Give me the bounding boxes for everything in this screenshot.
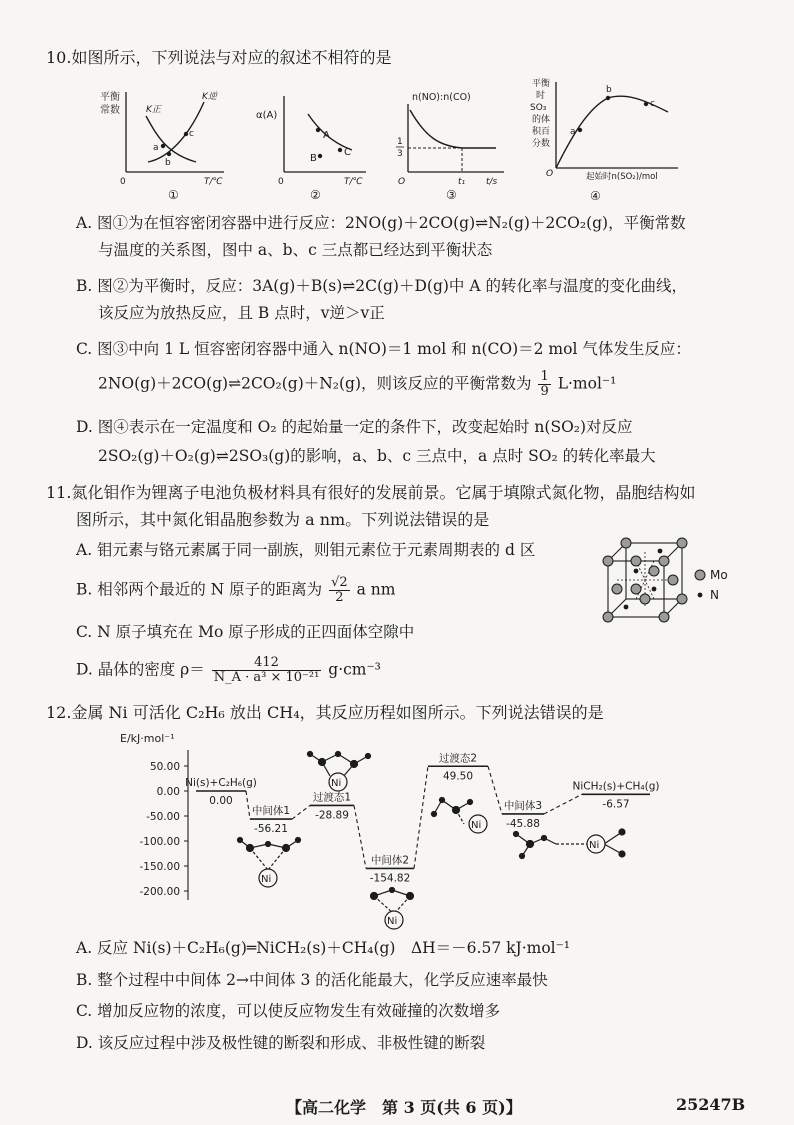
fig4-a-label: a xyxy=(570,127,576,137)
q11-option-d xyxy=(76,656,381,685)
mo-atom xyxy=(640,594,650,604)
fig3-caption: ③ xyxy=(446,188,457,202)
q11-option-d-text: D. 晶体的密度 ρ＝ xyxy=(76,660,205,679)
q10-option-d-line1: D. 图④表示在一定温度和 O₂ 的起始量一定的条件下，改变起始时 n(SO₂)对反应 xyxy=(76,418,633,436)
y-tick-label: -100.00 xyxy=(139,836,180,848)
state-value-label: -45.88 xyxy=(506,817,540,830)
fig1-point-a xyxy=(161,144,165,148)
mo-atom xyxy=(621,538,631,548)
fig1-b-label: b xyxy=(165,158,171,168)
fig1-ylabel-2: 常数 xyxy=(100,105,120,116)
y-tick-label: 0.00 xyxy=(156,786,180,798)
ni-label: Ni xyxy=(589,840,600,851)
mo-atom xyxy=(659,556,669,566)
q10-option-c-line2 xyxy=(98,370,616,399)
fig3-t1: t₁ xyxy=(458,177,466,187)
ni-atom-int3 xyxy=(587,835,605,853)
legend-n-swatch xyxy=(698,593,703,598)
fig4-ylabel-0: 平衡 xyxy=(532,79,551,89)
ni-atom-int2 xyxy=(385,911,403,929)
q12-option-a: A. 反应 Ni(s)＋C₂H₆(g)═NiCH₂(s)＋CH₄(g) ΔH＝－6.57 kJ·mol⁻¹ xyxy=(76,939,571,957)
fig3-curve xyxy=(410,110,496,148)
figure-1 xyxy=(96,86,246,204)
q10-option-c-eq: 2NO(g)＋2CO(g)⇌2CO₂(g)＋N₂(g)，则该反应的平衡常数为 xyxy=(98,374,532,393)
fig3-ylabel: n(NO):n(CO) xyxy=(412,92,471,103)
fig4-point-a xyxy=(578,128,582,132)
ni-label: Ni xyxy=(261,874,272,885)
q10-option-a-line1: A. 图①为在恒容密闭容器中进行反应：2NO(g)＋2CO(g)⇌N₂(g)＋2CO₂(g)，平衡常数 xyxy=(76,214,686,232)
q11-stem-line2: 图所示，其中氮化钼晶胞参数为 a nm。下列说法错误的是 xyxy=(76,510,490,529)
state-value-label: -28.89 xyxy=(315,809,349,822)
ni-label: Ni xyxy=(331,778,342,789)
molecule-sketch-int1 xyxy=(238,838,301,871)
frac-den: 9 xyxy=(540,384,549,399)
ni-label: Ni xyxy=(471,820,482,831)
fig2-point-A xyxy=(316,128,320,132)
energy-connector xyxy=(544,794,582,814)
q11-stem-line1: 11.氮化钼作为锂离子电池负极材料具有很好的发展前景。它属于填隙式氮化物，晶胞结构如 xyxy=(46,483,696,502)
energy-connector xyxy=(354,805,366,868)
mo-atom xyxy=(668,575,678,585)
mo-atom xyxy=(603,556,613,566)
fig3-tick-den: 3 xyxy=(397,149,403,159)
ni-atom-int1 xyxy=(259,869,277,887)
state-value-label: 49.50 xyxy=(442,770,474,783)
fig1-ylabel-1: 平衡 xyxy=(100,92,120,103)
fig1-k-forward-label: K正 xyxy=(146,105,161,115)
ni-label: Ni xyxy=(387,916,398,927)
y-tick-label: -200.00 xyxy=(139,886,180,898)
fig3-tick-num: 1 xyxy=(397,137,403,147)
fig1-a-label: a xyxy=(153,143,159,153)
figure-4 xyxy=(528,76,698,204)
fig1-curve-k-forward xyxy=(146,116,196,162)
q11-option-b xyxy=(76,576,395,605)
fig2-point-B xyxy=(318,154,322,158)
state-name-label: 中间体3 xyxy=(503,799,543,812)
fig1-point-c xyxy=(184,132,188,136)
fig4-caption: ④ xyxy=(590,189,601,203)
ni-atom-ts1 xyxy=(329,773,347,791)
crystal-cell-figure xyxy=(596,537,746,637)
fig4-ylabel-4: 积百 xyxy=(532,127,551,137)
state-name-label: 中间体1 xyxy=(251,805,291,818)
n-atom xyxy=(652,587,657,592)
mo-atom xyxy=(612,584,622,594)
q10-stem: 10.如图所示，下列说法与对应的叙述不相符的是 xyxy=(46,48,392,67)
q12-stem: 12.金属 Ni 可活化 C₂H₆ 放出 CH₄，其反应历程如图所示。下列说法错误的是 xyxy=(46,703,604,722)
state-value-label: -154.82 xyxy=(369,872,411,885)
n-atom xyxy=(624,605,629,610)
state-name-label: 过渡态2 xyxy=(438,752,478,765)
state-name-label: NiCH₂(s)+CH₄(g) xyxy=(572,780,660,793)
energy-connector xyxy=(246,791,250,819)
fig2-B-label: B xyxy=(310,153,317,164)
fig4-c-label: c xyxy=(650,99,655,109)
n-atom xyxy=(658,549,663,554)
q11-option-d-fraction xyxy=(212,656,322,685)
q10-option-c-line1: C. 图③中向 1 L 恒容密闭容器中通入 n(NO)＝1 mol 和 n(CO)＝2 mol 气体发生反应： xyxy=(76,340,691,358)
q10-option-d-line2: 2SO₂(g)＋O₂(g)⇌2SO₃(g)的影响，a、b、c 三点中，a 点时 SO₂ 的转化率最大 xyxy=(98,447,656,465)
chart-ylabel: E/kJ·mol⁻¹ xyxy=(120,732,175,745)
fig1-caption: ① xyxy=(168,188,179,202)
mo-atom xyxy=(649,566,659,576)
frac-num: 412 xyxy=(212,656,322,671)
q10-option-c-fraction xyxy=(538,370,550,399)
fig2-xlabel: T/℃ xyxy=(344,177,363,187)
fig1-c-label: c xyxy=(189,129,194,139)
y-tick-label: 50.00 xyxy=(149,761,180,773)
figure-3 xyxy=(388,86,518,204)
page-footer: 【高二化学 第 3 页(共 6 页)】 xyxy=(286,1098,522,1117)
q12-option-c: C. 增加反应物的浓度，可以使反应物发生有效碰撞的次数增多 xyxy=(76,1002,501,1020)
n-atom xyxy=(634,569,639,574)
frac-den: 2 xyxy=(335,590,344,605)
fig4-origin: O xyxy=(546,169,554,179)
fig4-ylabel-5: 分数 xyxy=(532,139,551,149)
y-tick-label: -150.00 xyxy=(139,861,180,873)
fig3-origin: O xyxy=(398,177,406,187)
fig4-ylabel-1: 时 xyxy=(536,91,546,101)
fig1-origin: 0 xyxy=(120,177,126,187)
q12-option-b: B. 整个过程中中间体 2→中间体 3 的活化能最大，化学反应速率最快 xyxy=(76,971,548,989)
q11-option-c: C. N 原子填充在 Mo 原子形成的正四面体空隙中 xyxy=(76,623,415,641)
fig1-point-b xyxy=(167,152,171,156)
exam-code: 25247B xyxy=(676,1095,746,1114)
state-name-label: 中间体2 xyxy=(370,854,410,867)
q10-option-b-line2: 该反应为放热反应，且 B 点时，v逆＞v正 xyxy=(98,304,385,322)
fig4-ylabel-3: 的体 xyxy=(532,115,551,125)
mo-atom xyxy=(659,612,669,622)
energy-connector xyxy=(488,766,502,814)
y-tick-label: -50.00 xyxy=(146,811,180,823)
q11-option-d-unit: g·cm⁻³ xyxy=(328,660,381,679)
frac-den: N_A · a³ × 10⁻²¹ xyxy=(213,670,320,685)
state-value-label: -56.21 xyxy=(254,823,288,836)
mo-atom xyxy=(631,584,641,594)
fig2-point-C xyxy=(338,148,342,152)
frac-num: √2 xyxy=(331,575,348,590)
state-value-label: -6.57 xyxy=(602,798,630,811)
energy-profile-chart xyxy=(110,728,730,934)
molecule-sketch-int3 xyxy=(514,829,626,859)
fig1-xlabel: T/℃ xyxy=(204,177,223,187)
q12-option-d: D. 该反应过程中涉及极性键的断裂和形成、非极性键的断裂 xyxy=(76,1034,486,1052)
state-name-label: Ni(s)+C₂H₆(g) xyxy=(185,777,257,789)
q11-option-a: A. 钼元素与铬元素属于同一副族，则钼元素位于元素周期表的 d 区 xyxy=(76,541,536,559)
mo-atom xyxy=(677,538,687,548)
q10-option-c-unit: L·mol⁻¹ xyxy=(557,374,617,393)
fig2-origin: 0 xyxy=(278,177,284,187)
legend-mo-swatch xyxy=(695,570,705,580)
q11-option-b-text: B. 相邻两个最近的 N 原子的距离为 xyxy=(76,580,323,599)
mo-atom xyxy=(677,594,687,604)
q10-option-b-line1: B. 图②为平衡时，反应：3A(g)＋B(s)⇌2C(g)＋D(g)中 A 的转化率与温度的变化曲线， xyxy=(76,277,687,295)
energy-connector xyxy=(292,805,310,819)
q10-option-a-line2: 与温度的关系图，图中 a、b、c 三点都已经达到平衡状态 xyxy=(98,241,493,259)
figure-2 xyxy=(250,86,380,204)
q11-option-b-fraction xyxy=(329,576,350,605)
fig2-A-label: A xyxy=(323,130,330,141)
fig2-caption: ② xyxy=(310,188,321,202)
fig4-xlabel: 起始时n(SO₂)/mol xyxy=(586,172,658,182)
molecule-sketch-ts2 xyxy=(432,798,473,825)
fig2-ylabel: α(A) xyxy=(256,110,278,121)
legend-mo-label: Mo xyxy=(710,568,728,582)
ni-atom-ts2 xyxy=(469,815,487,833)
fig4-point-b xyxy=(606,96,610,100)
fig3-xlabel: t/s xyxy=(486,177,498,187)
fig2-curve xyxy=(308,114,352,150)
fig4-ylabel-2: SO₃ xyxy=(530,103,547,113)
frac-num: 1 xyxy=(540,369,549,384)
molecule-sketch-int2 xyxy=(371,888,414,915)
fig2-C-label: C xyxy=(344,147,351,158)
state-value-label: 0.00 xyxy=(209,795,233,807)
fig4-b-label: b xyxy=(606,85,612,95)
mo-atom xyxy=(603,612,613,622)
mo-atom xyxy=(631,556,641,566)
state-name-label: 过渡态1 xyxy=(312,791,352,804)
fig1-k-reverse-label: K逆 xyxy=(202,92,217,102)
energy-connector xyxy=(414,766,428,868)
legend-n-label: N xyxy=(710,588,719,602)
q11-option-b-unit: a nm xyxy=(356,580,396,599)
fig4-point-c xyxy=(644,102,648,106)
